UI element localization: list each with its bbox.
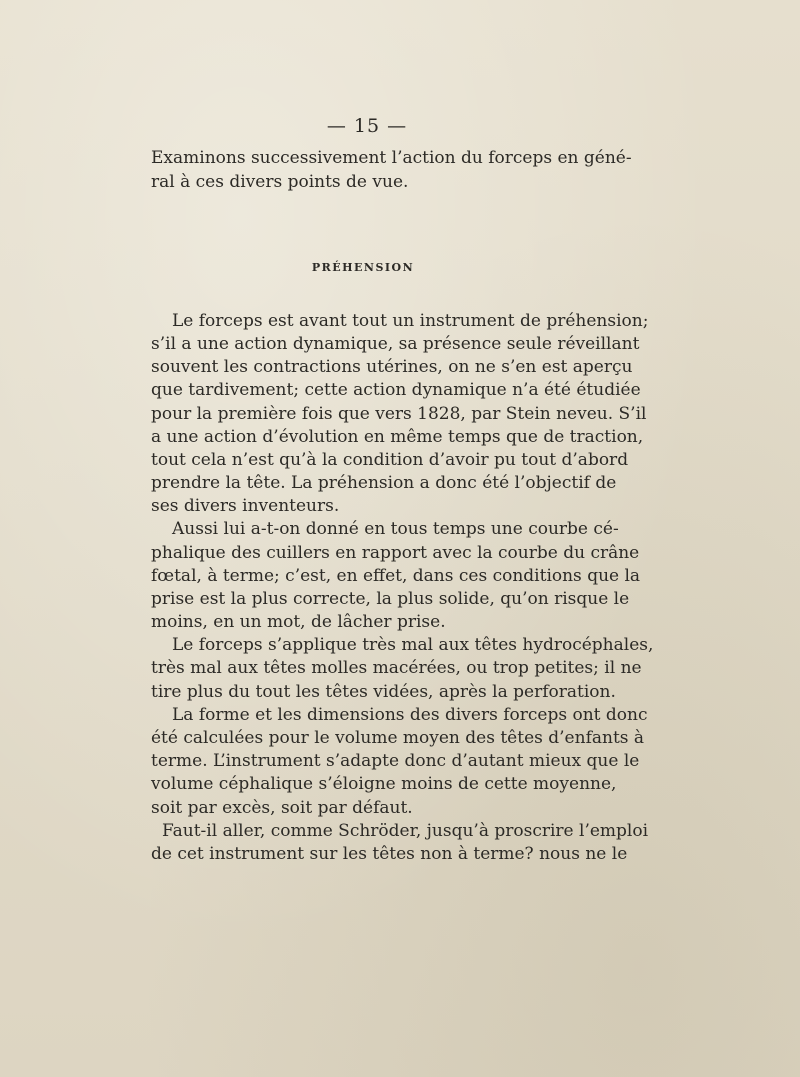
- paragraph-line: souvent les contractions utérines, on ne s’en est aperçu: [151, 357, 633, 377]
- paragraph-line: Faut-il aller, comme Schröder, jusqu’à proscrire l’emploi: [162, 821, 649, 841]
- paragraph-line: Aussi lui a-t-on donné en tous temps une courbe cé-: [172, 519, 619, 539]
- paragraph-line: s’il a une action dynamique, sa présence seule réveillant: [151, 334, 640, 354]
- paragraph-line: prendre la tête. La préhension a donc été l’objectif de: [151, 473, 617, 493]
- paragraph-line: tire plus du tout les têtes vidées, après la perforation.: [151, 682, 616, 702]
- paragraph-line: prise est la plus correcte, la plus solide, qu’on risque le: [151, 589, 630, 609]
- paragraph-line: que tardivement; cette action dynamique n’a été étudiée: [151, 380, 641, 400]
- paragraph-line: volume céphalique s’éloigne moins de cette moyenne,: [151, 774, 617, 794]
- paragraph-line: ses divers inventeurs.: [151, 496, 340, 516]
- paragraph-line: Le forceps est avant tout un instrument de préhension;: [172, 311, 649, 331]
- paragraph-line: La forme et les dimensions des divers forceps ont donc: [172, 705, 648, 725]
- paragraph-line: de cet instrument sur les têtes non à terme? nous ne le: [151, 844, 628, 864]
- paragraph-line: phalique des cuillers en rapport avec la courbe du crâne: [151, 543, 640, 563]
- paragraph-line: terme. L’instrument s’adapte donc d’autant mieux que le: [151, 751, 640, 771]
- paragraph-line: moins, en un mot, de lâcher prise.: [151, 612, 446, 632]
- paragraph-line: Le forceps s’applique très mal aux têtes hydrocéphales,: [172, 635, 654, 655]
- section-heading: PRÉHENSION: [311, 261, 415, 274]
- paragraph-line: a une action d’évolution en même temps que de traction,: [151, 427, 644, 447]
- paragraph-line: soit par excès, soit par défaut.: [151, 798, 413, 818]
- intro-line: ral à ces divers points de vue.: [151, 172, 409, 192]
- intro-line: Examinons successivement l’action du forceps en géné-: [151, 148, 632, 168]
- page-number: — 15 —: [326, 115, 408, 137]
- paragraph-line: tout cela n’est qu’à la condition d’avoir pu tout d’abord: [151, 450, 629, 470]
- paragraph-line: fœtal, à terme; c’est, en effet, dans ces conditions que la: [151, 566, 641, 586]
- paragraph-line: été calculées pour le volume moyen des têtes d’enfants à: [151, 728, 645, 748]
- paragraph-line: très mal aux têtes molles macérées, ou trop petites; il ne: [151, 658, 642, 678]
- paragraph-line: pour la première fois que vers 1828, par Stein neveu. S’il: [151, 404, 647, 424]
